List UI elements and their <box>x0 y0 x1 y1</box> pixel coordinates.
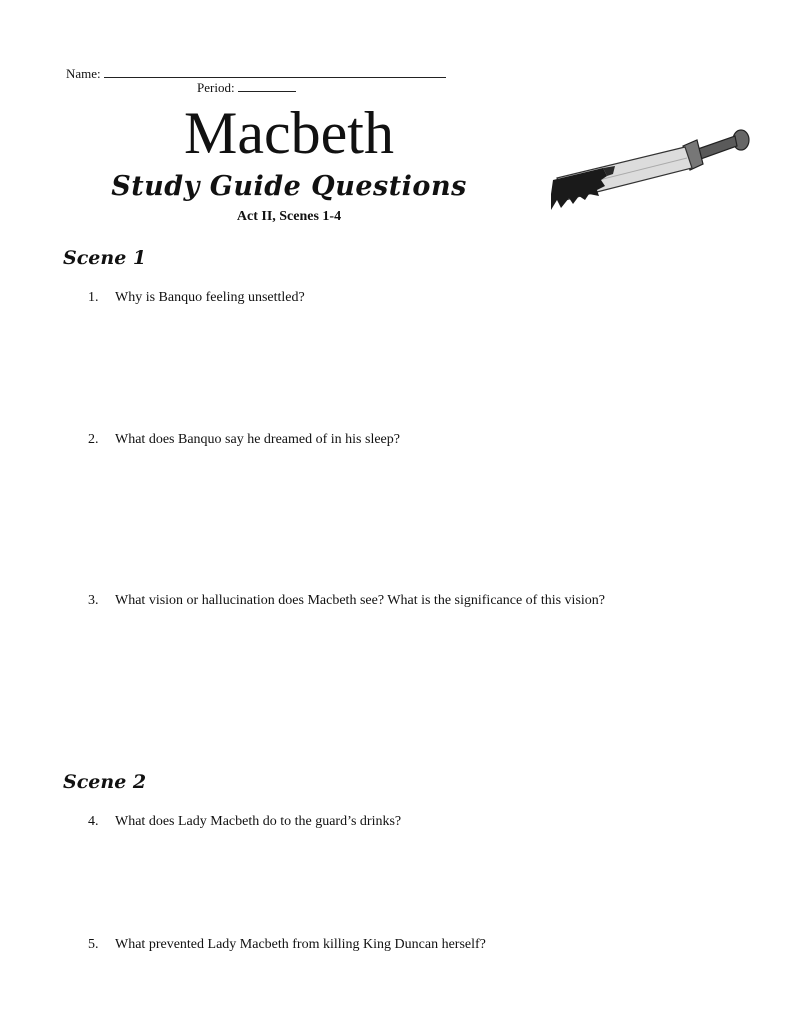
question-number: 4. <box>88 814 99 829</box>
page-title: Macbeth <box>184 100 394 166</box>
question-text: Why is Banquo feeling unsettled? <box>115 290 305 305</box>
name-label: Name: <box>66 66 101 81</box>
question-3 <box>88 592 605 609</box>
question-4 <box>88 813 401 830</box>
question-text: What prevented Lady Macbeth from killing King Duncan herself? <box>115 937 486 952</box>
question-text: What does Banquo say he dreamed of in his sleep? <box>115 432 400 447</box>
section-heading-scene-1: Scene 1 <box>63 247 147 269</box>
question-1 <box>88 289 305 306</box>
period-label: Period: <box>197 80 235 95</box>
bloody-dagger-icon <box>545 120 755 215</box>
question-number: 5. <box>88 937 99 952</box>
question-text: What vision or hallucination does Macbeth see? What is the significance of this vision? <box>115 593 605 608</box>
name-blank-line[interactable] <box>104 66 446 78</box>
section-heading-scene-2: Scene 2 <box>63 771 147 793</box>
act-scenes-label: Act II, Scenes 1-4 <box>236 209 342 224</box>
question-2 <box>88 431 400 448</box>
question-number: 2. <box>88 432 99 447</box>
period-field <box>197 80 296 95</box>
question-5 <box>88 936 486 953</box>
period-blank-line[interactable] <box>238 80 296 92</box>
name-field <box>66 66 446 81</box>
question-text: What does Lady Macbeth do to the guard’s drinks? <box>115 814 402 829</box>
question-number: 3. <box>88 593 99 608</box>
question-number: 1. <box>88 290 99 305</box>
page-subtitle: Study Guide Questions <box>111 171 467 202</box>
